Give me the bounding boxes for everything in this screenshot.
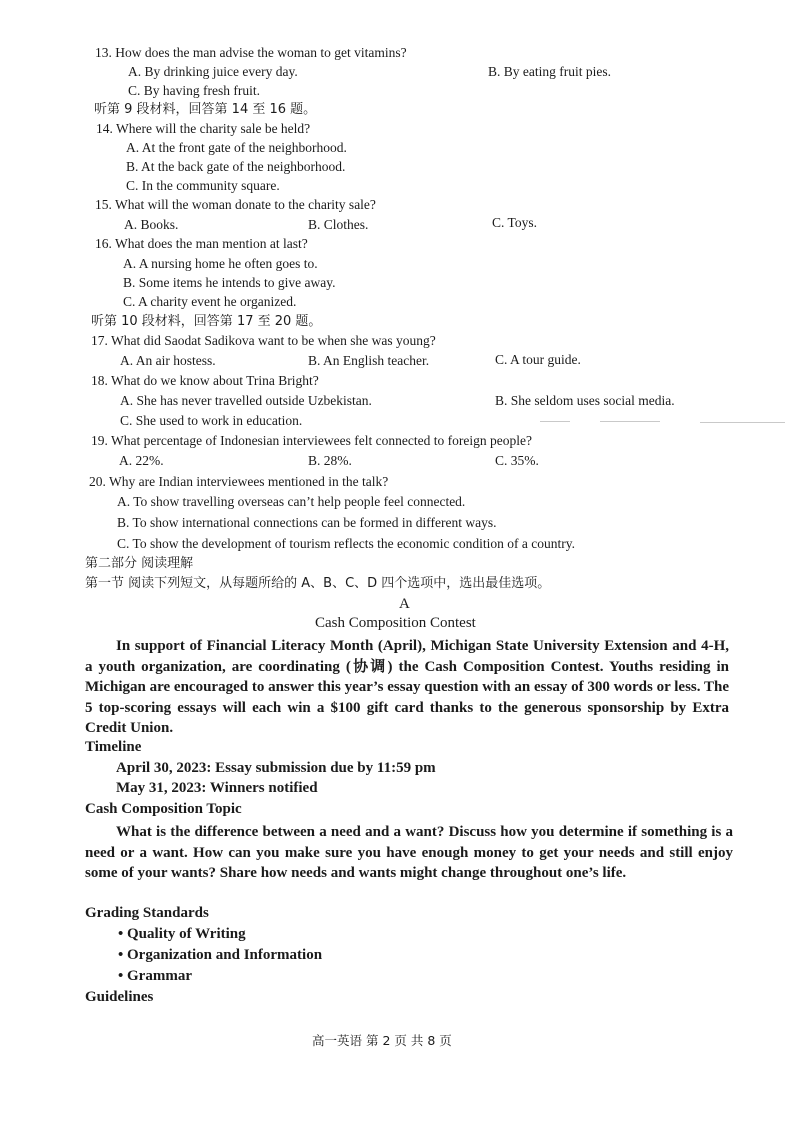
question-17-option-c: C. A tour guide.	[495, 352, 581, 367]
question-18-option-a: A. She has never travelled outside Uzbekistan.	[120, 393, 372, 408]
question-14-option-b: B. At the back gate of the neighborhood.	[126, 159, 346, 174]
part-two-title: 第二部分 阅读理解	[85, 556, 194, 571]
grading-heading: Grading Standards	[85, 905, 209, 921]
question-15-option-c: C. Toys.	[492, 215, 537, 230]
question-17-option-b: B. An English teacher.	[308, 353, 430, 368]
question-20-stem: 20. Why are Indian interviewees mentioned in the talk?	[89, 474, 389, 489]
question-17-option-a: A. An air hostess.	[120, 353, 216, 368]
topic-heading: Cash Composition Topic	[85, 801, 242, 817]
section-one-instruction: 第一节 阅读下列短文，从每题所给的 A、B、C、D 四个选项中，选出最佳选项。	[85, 576, 551, 591]
guidelines-heading: Guidelines	[85, 989, 154, 1005]
question-18-option-c: C. She used to work in education.	[120, 413, 303, 428]
question-16-option-c: C. A charity event he organized.	[123, 294, 297, 309]
question-20-option-a: A. To show travelling overseas can’t help people feel connected.	[117, 494, 466, 509]
question-13-option-b: B. By eating fruit pies.	[488, 64, 611, 79]
grading-item-label: Grammar	[127, 968, 192, 984]
question-16-option-a: A. A nursing home he often goes to.	[123, 256, 318, 271]
question-16-stem: 16. What does the man mention at last?	[95, 236, 308, 251]
question-19-option-a: A. 22%.	[119, 453, 164, 468]
grading-item: • Organization and Information	[118, 947, 323, 963]
passage-intro: In support of Financial Literacy Month (April), Michigan State University Extension and 4-H, a youth organization, are coordinating (协调) the Cash Composition Contest. Youths residing in Michigan are encouraged to answer this year’s essay question with an essay of 300 words or less. The 5 top-scoring essays will each win a $100 gift card thanks to the generous sponsorship by Extra Credit Union.	[85, 638, 729, 736]
scan-artifact	[700, 422, 785, 423]
passage-letter: A	[399, 596, 410, 612]
passage-title: Cash Composition Contest	[315, 615, 476, 631]
question-14-option-c: C. In the community square.	[126, 178, 280, 193]
grading-item: • Quality of Writing	[118, 926, 246, 942]
question-13-option-c: C. By having fresh fruit.	[128, 83, 260, 98]
topic-paragraph: What is the difference between a need and a want? Discuss how you determine if something is a need or a want. How can you make sure you have enough money to get your needs and still enjoy some of your wants? Share how needs and wants might change throughout one’s life.	[85, 824, 733, 881]
question-18-option-b: B. She seldom uses social media.	[495, 393, 675, 408]
section-9-instruction: 听第 9 段材料，回答第 14 至 16 题。	[94, 102, 317, 117]
question-20-option-c: C. To show the development of tourism reflects the economic condition of a country.	[117, 536, 575, 551]
section-10-instruction: 听第 10 段材料，回答第 17 至 20 题。	[91, 314, 322, 329]
question-13-stem: 13. How does the man advise the woman to get vitamins?	[95, 45, 407, 60]
grading-item-label: Quality of Writing	[127, 926, 246, 942]
grading-item-label: Organization and Information	[127, 947, 323, 963]
timeline-item: April 30, 2023: Essay submission due by 11:59 pm	[116, 760, 436, 776]
question-15-option-b: B. Clothes.	[308, 217, 369, 232]
timeline-item: May 31, 2023: Winners notified	[116, 780, 318, 796]
question-15-option-a: A. Books.	[124, 217, 179, 232]
grading-item: • Grammar	[118, 968, 192, 984]
question-13-option-a: A. By drinking juice every day.	[128, 64, 298, 79]
question-15-stem: 15. What will the woman donate to the charity sale?	[95, 197, 376, 212]
scan-artifact	[540, 421, 570, 422]
question-14-option-a: A. At the front gate of the neighborhood.	[126, 140, 347, 155]
question-20-option-b: B. To show international connections can be formed in different ways.	[117, 515, 497, 530]
question-14-stem: 14. Where will the charity sale be held?	[96, 121, 311, 136]
page-footer: 高一英语 第 2 页 共 8 页	[312, 1033, 452, 1048]
question-19-stem: 19. What percentage of Indonesian interviewees felt connected to foreign people?	[91, 433, 532, 448]
scan-artifact	[600, 421, 660, 422]
timeline-heading: Timeline	[85, 739, 142, 755]
question-19-option-b: B. 28%.	[308, 453, 352, 468]
question-16-option-b: B. Some items he intends to give away.	[123, 275, 336, 290]
question-19-option-c: C. 35%.	[495, 453, 539, 468]
question-17-stem: 17. What did Saodat Sadikova want to be when she was young?	[91, 333, 436, 348]
question-18-stem: 18. What do we know about Trina Bright?	[91, 373, 319, 388]
